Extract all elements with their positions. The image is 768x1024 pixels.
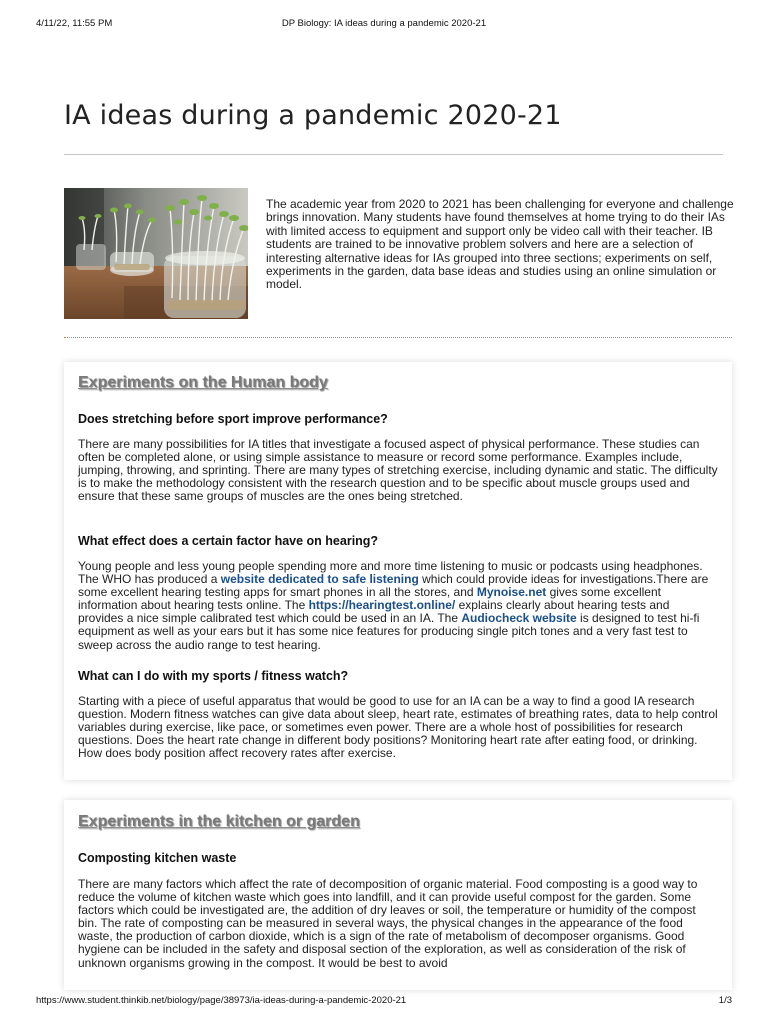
safe-listening-link[interactable]: website dedicated to safe listening (220, 572, 419, 587)
print-datetime: 4/11/22, 11:55 PM (36, 18, 113, 29)
print-doc-title: DP Biology: IA ideas during a pandemic 2020-21 (281, 18, 487, 29)
section-heading-human-body: Experiments on the Human body (78, 374, 328, 391)
print-page-number: 1/3 (718, 995, 732, 1006)
fitness-watch-question: What can I do with my sports / fitness watch? (78, 669, 349, 683)
mynoise-link[interactable]: Mynoise.net (476, 585, 547, 600)
hearing-text-2: which could provide ideas for investigations.There are some excellent hearing testing apps for smart phones in all the stores, and (78, 572, 709, 600)
fitness-watch-paragraph: Starting with a piece of useful apparatus that would be good to use for an IA can be a way to find a good IA research question. Modern fitness watches can give data about sleep, heart rate, estimates of breathing rates, data to help control variables during exercise, like pace, or sometimes even power. There are a whole host of possibilities for research questions. Does the heart rate change in different body positions? Monitoring heart rate after eating food, or drinking. How does body position affect recovery rates after exercise. (78, 694, 718, 761)
page-title: IA ideas during a pandemic 2020-21 (64, 100, 562, 131)
stretching-paragraph: There are many possibilities for IA titles that investigate a focused aspect of physical performance. These studies can often be completed alone, or using simple assistance to measure or record some performance. Examples include, jumping, throwing, and sprinting. There are many types of stretching exercise, including dynamic and static. The difficulty is to make the methodology consistent with the research question and to be specific about muscle groups used and ensure that these same groups of muscles are the ones being stretched. (78, 437, 718, 504)
composting-title: Composting kitchen waste (78, 851, 237, 865)
kitchen-garden-section (64, 800, 732, 990)
hearingtest-link[interactable]: https://hearingtest.online/ (308, 598, 456, 613)
composting-paragraph: There are many factors which affect the rate of decomposition of organic material. Food composting is a good way to reduce the volume of kitchen waste which goes into landfill, and it can provide useful compost for the garden. Some factors which could be investigated are, the addition of dry leaves or soil, the temperature or humidity of the compost bin. The rate of composting can be measured in several ways, the physical changes in the appearance of the food waste, the production of carbon dioxide, which is a sign of the rate of metabolism of decomposer organisms. Good hygiene can be included in the safety and disposal section of the exploration, as well as consideration of the risk of unknown organisms growing in the compost. It would be best to avoid (78, 877, 698, 970)
hearing-text-4: explains clearly about hearing tests and provides a nice simple calibrated test which could be used in an IA. The (78, 598, 670, 626)
hearing-text-3: gives some excellent information about hearing tests online. The (78, 585, 661, 613)
hearing-paragraph (78, 560, 718, 652)
audiocheck-link[interactable]: Audiocheck website (461, 611, 577, 626)
sprouts-photo (64, 188, 248, 319)
stretching-question: Does stretching before sport improve performance? (78, 412, 388, 426)
section-divider (64, 337, 732, 338)
title-divider (64, 154, 723, 155)
hearing-text-1: Young people and less young people spending more and more time listening to music or podcasts using headphones. The WHO has produced a (78, 559, 703, 587)
human-body-section (64, 362, 732, 780)
hearing-question: What effect does a certain factor have on hearing? (78, 534, 379, 548)
hearing-text-5: is designed to test hi-fi equipment as well as your ears but it has some nice features for producing single pitch tones and a very fast test to sweep across the audio range to test hearing. (78, 611, 700, 652)
print-url: https://www.student.thinkib.net/biology/page/38973/ia-ideas-during-a-pandemic-2020-21 (36, 995, 407, 1006)
section-heading-kitchen-garden: Experiments in the kitchen or garden (78, 813, 360, 830)
intro-paragraph: The academic year from 2020 to 2021 has been challenging for everyone and challenge brings innovation. Many students have found themselves at home trying to do their IAs with limited access to equipment and support only be video call with their teacher. IB students are trained to be innovative problem solvers and here are a selection of interesting alternative ideas for IAs grouped into three sections; experiments on self, experiments in the garden, data base ideas and studies using an online simulation or model. (266, 197, 734, 292)
